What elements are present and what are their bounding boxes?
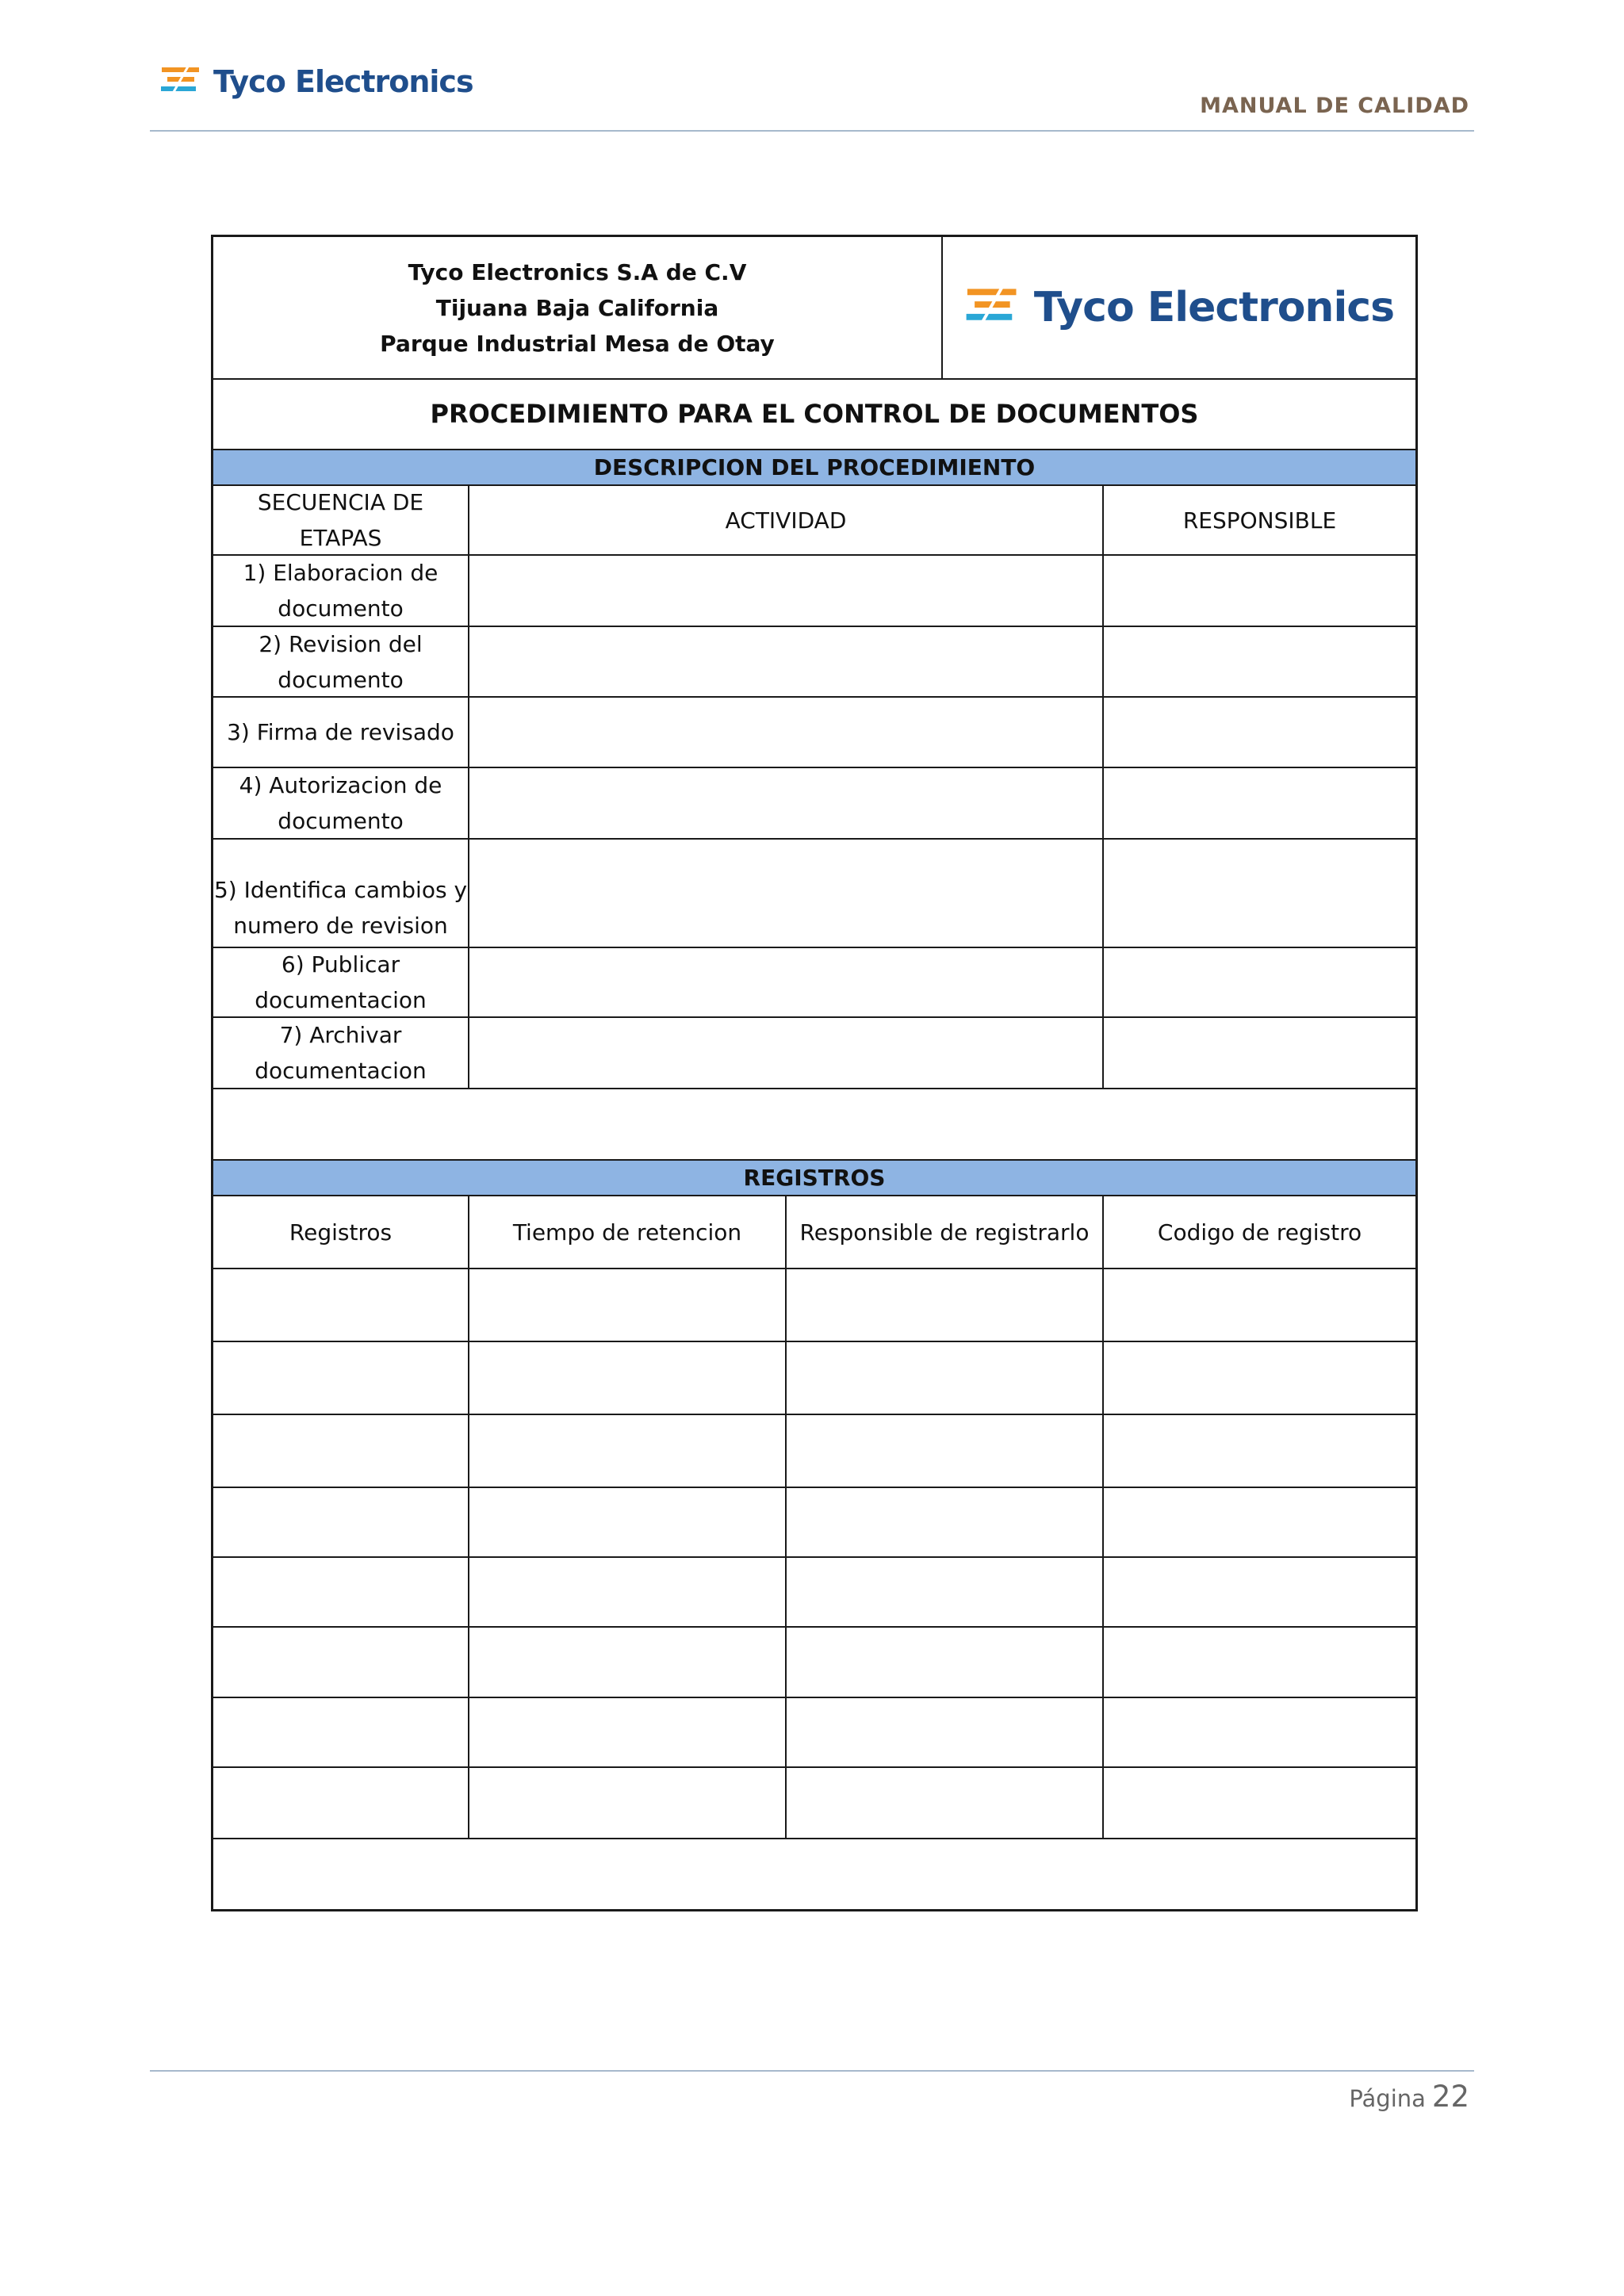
record-cell[interactable] xyxy=(1104,1488,1415,1556)
step-row xyxy=(213,768,1415,840)
records-header-row xyxy=(213,1196,1415,1269)
records-band: REGISTROS xyxy=(213,1161,1415,1195)
company-city: Tijuana Baja California xyxy=(435,294,719,321)
step-responsible[interactable] xyxy=(1104,627,1415,696)
records-header-cell: Registros xyxy=(213,1196,469,1268)
record-cell[interactable] xyxy=(469,1415,787,1487)
record-cell[interactable] xyxy=(787,1768,1104,1838)
step-responsible[interactable] xyxy=(1104,556,1415,626)
record-cell[interactable] xyxy=(213,1698,469,1766)
step-responsible[interactable] xyxy=(1104,768,1415,838)
step-activity[interactable] xyxy=(469,627,1104,696)
responsible-header: RESPONSIBLE xyxy=(1182,507,1337,534)
company-park: Parque Industrial Mesa de Otay xyxy=(380,330,775,357)
record-cell[interactable] xyxy=(469,1628,787,1697)
records-row xyxy=(213,1768,1415,1839)
company-info xyxy=(213,237,943,378)
records-header-cell: Tiempo de retencion xyxy=(469,1196,787,1268)
company-name: Tyco Electronics S.A de C.V xyxy=(408,258,747,285)
record-cell[interactable] xyxy=(213,1415,469,1487)
procedure-form xyxy=(211,235,1418,1911)
records-row xyxy=(213,1628,1415,1698)
procedure-title-row xyxy=(213,380,1415,450)
step-activity[interactable] xyxy=(469,556,1104,626)
record-cell[interactable] xyxy=(469,1768,787,1838)
record-cell[interactable] xyxy=(469,1558,787,1626)
records-row xyxy=(213,1488,1415,1558)
tyco-logo xyxy=(964,283,1394,332)
activity-header: ACTIVIDAD xyxy=(469,486,1104,554)
page-number xyxy=(1349,2080,1469,2114)
record-cell[interactable] xyxy=(787,1698,1104,1766)
form-logo-cell xyxy=(943,237,1415,378)
step-label: 4) Autorizacion de documento xyxy=(213,768,469,838)
steps-header-row xyxy=(213,486,1415,556)
record-cell[interactable] xyxy=(1104,1269,1415,1341)
step-label: 3) Firma de revisado xyxy=(213,698,469,767)
page-number-value: 22 xyxy=(1431,2080,1469,2114)
empty-cell xyxy=(213,1839,1415,1909)
form-header-row xyxy=(213,237,1415,380)
step-row xyxy=(213,840,1415,948)
step-label: 5) Identifica cambios y numero de revision xyxy=(213,840,469,947)
logo-text: Tyco Electronics xyxy=(213,64,473,99)
record-cell[interactable] xyxy=(469,1342,787,1414)
record-cell[interactable] xyxy=(213,1269,469,1341)
record-cell[interactable] xyxy=(1104,1698,1415,1766)
record-cell[interactable] xyxy=(1104,1558,1415,1626)
record-cell[interactable] xyxy=(213,1342,469,1414)
page-header xyxy=(150,55,1474,132)
record-cell[interactable] xyxy=(213,1628,469,1697)
record-cell[interactable] xyxy=(1104,1415,1415,1487)
record-cell[interactable] xyxy=(213,1488,469,1556)
empty-cell xyxy=(213,1089,1415,1159)
manual-title: MANUAL DE CALIDAD xyxy=(1200,94,1469,118)
record-cell[interactable] xyxy=(787,1415,1104,1487)
record-cell[interactable] xyxy=(787,1558,1104,1626)
spacer-row xyxy=(213,1089,1415,1161)
step-row xyxy=(213,556,1415,627)
record-cell[interactable] xyxy=(787,1488,1104,1556)
records-row xyxy=(213,1342,1415,1415)
records-band-row xyxy=(213,1161,1415,1196)
step-activity[interactable] xyxy=(469,1018,1104,1088)
footer-spacer-row xyxy=(213,1839,1415,1909)
record-cell[interactable] xyxy=(469,1698,787,1766)
step-responsible[interactable] xyxy=(1104,1018,1415,1088)
step-activity[interactable] xyxy=(469,698,1104,767)
records-row xyxy=(213,1558,1415,1628)
record-cell[interactable] xyxy=(1104,1628,1415,1697)
step-row xyxy=(213,948,1415,1018)
step-label: 6) Publicar documentacion xyxy=(213,948,469,1016)
tyco-logo-mark-icon xyxy=(159,63,205,100)
sequence-header: SECUENCIA DE ETAPAS xyxy=(213,486,469,554)
description-band: DESCRIPCION DEL PROCEDIMIENTO xyxy=(213,450,1415,484)
step-responsible[interactable] xyxy=(1104,948,1415,1016)
page-label: Página xyxy=(1349,2085,1426,2112)
step-row xyxy=(213,698,1415,768)
record-cell[interactable] xyxy=(469,1488,787,1556)
record-cell[interactable] xyxy=(213,1558,469,1626)
step-row xyxy=(213,627,1415,698)
step-row xyxy=(213,1018,1415,1089)
logo-text: Tyco Electronics xyxy=(1033,283,1395,331)
record-cell[interactable] xyxy=(787,1269,1104,1341)
record-cell[interactable] xyxy=(213,1768,469,1838)
step-responsible[interactable] xyxy=(1104,840,1415,947)
record-cell[interactable] xyxy=(469,1269,787,1341)
records-header-cell: Responsible de registrarlo xyxy=(787,1196,1104,1268)
tyco-logo-mark-icon xyxy=(964,283,1025,332)
record-cell[interactable] xyxy=(1104,1768,1415,1838)
tyco-logo xyxy=(159,63,473,100)
page-footer xyxy=(150,2070,1474,2114)
procedure-title: PROCEDIMIENTO PARA EL CONTROL DE DOCUMENTOS xyxy=(430,399,1199,429)
records-row xyxy=(213,1269,1415,1342)
step-label: 2) Revision del documento xyxy=(213,627,469,696)
step-activity[interactable] xyxy=(469,840,1104,947)
record-cell[interactable] xyxy=(787,1628,1104,1697)
record-cell[interactable] xyxy=(1104,1342,1415,1414)
records-row xyxy=(213,1415,1415,1488)
description-band-row xyxy=(213,450,1415,486)
step-responsible[interactable] xyxy=(1104,698,1415,767)
record-cell[interactable] xyxy=(787,1342,1104,1414)
step-label: 7) Archivar documentacion xyxy=(213,1018,469,1088)
step-label: 1) Elaboracion de documento xyxy=(213,556,469,626)
records-header-cell: Codigo de registro xyxy=(1157,1219,1362,1246)
records-row xyxy=(213,1698,1415,1768)
step-activity[interactable] xyxy=(469,768,1104,838)
step-activity[interactable] xyxy=(469,948,1104,1016)
